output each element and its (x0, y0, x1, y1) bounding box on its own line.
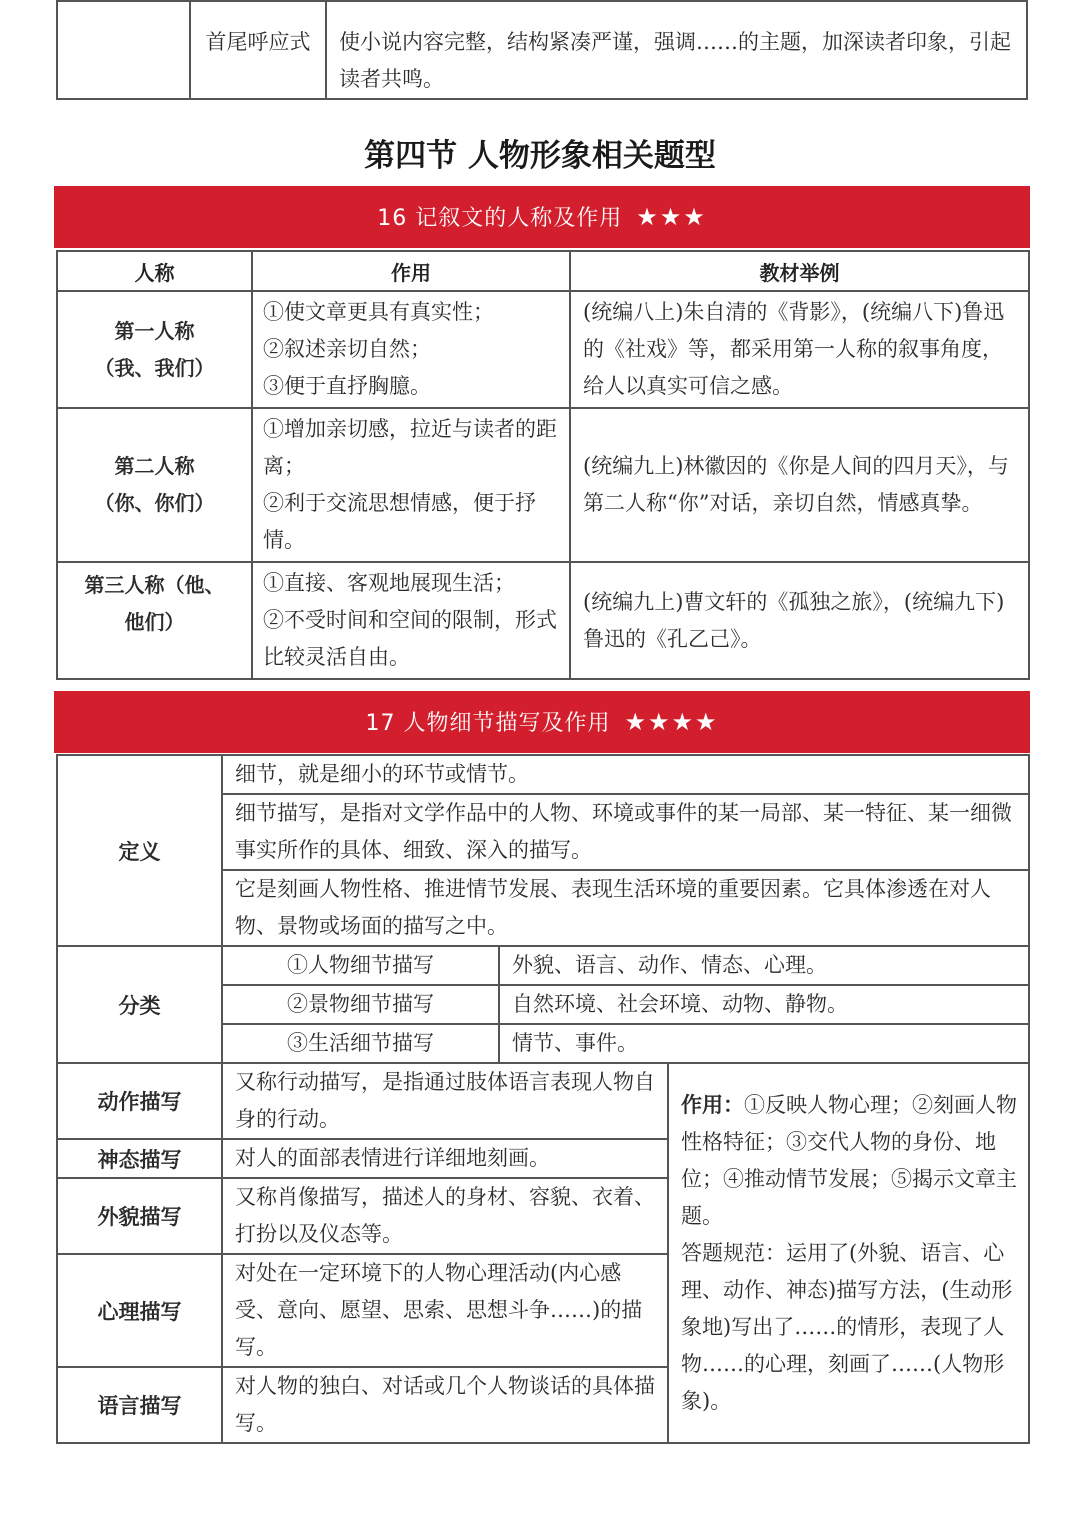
effect-item: ①使文章更具有真实性； (263, 300, 494, 324)
category-content: 情节、事件。 (499, 1024, 1029, 1063)
description-label: 语言描写 (57, 1367, 222, 1443)
effect-item: ②叙述亲切自然； (263, 337, 431, 361)
answer-text: 运用了(外貌、语言、心理、动作、神态)描写方法，(生动形象地)写出了……的情形，表现了人物……的心理，刻画了……(人物形象)。 (681, 1241, 1013, 1413)
person-cell (57, 408, 252, 562)
header-person: 人称 (57, 251, 252, 291)
structure-effect-cell: 使小说内容完整，结构紧凑严谨，强调……的主题，加深读者印象，引起读者共鸣。 (326, 1, 1027, 99)
category-name: ③生活细节描写 (222, 1024, 499, 1063)
description-label: 神态描写 (57, 1139, 222, 1178)
definition-label: 定义 (57, 755, 222, 946)
table-row (57, 946, 1029, 985)
example-cell: (统编八上)朱自清的《背影》，(统编八下)鲁迅的《社戏》等，都采用第一人称的叙事角度，给人以真实可信之感。 (570, 291, 1029, 408)
description-label: 外貌描写 (57, 1178, 222, 1254)
description-text: 对处在一定环境下的人物心理活动(内心感受、意向、愿望、思索、思想斗争……)的描写。 (222, 1254, 668, 1367)
person-sub-label: 他们） (124, 610, 185, 634)
category-name: ②景物细节描写 (222, 985, 499, 1024)
category-label: 分类 (57, 946, 222, 1063)
detail-description-table (56, 754, 1030, 1444)
answer-label: 答题规范： (681, 1241, 786, 1265)
effect-item: ②利于交流思想情感，便于抒情。 (263, 491, 536, 552)
person-cell (57, 291, 252, 408)
table-header-row (57, 251, 1029, 291)
effect-cell (252, 408, 570, 562)
category-content: 自然环境、社会环境、动物、静物。 (499, 985, 1029, 1024)
person-cell (57, 562, 252, 679)
effect-summary-cell (668, 1063, 1029, 1443)
definition-text: 细节，就是细小的环节或情节。 (222, 755, 1029, 794)
topic17-title: 17 人物细节描写及作用 (365, 711, 611, 736)
person-sub-label: （你、你们） (94, 491, 215, 515)
topic16-stars: ★★★ (636, 203, 707, 231)
structure-type-cell: 首尾呼应式 (190, 1, 326, 99)
category-content: 外貌、语言、动作、情态、心理。 (499, 946, 1029, 985)
topic16-title: 16 记叙文的人称及作用 (377, 206, 623, 231)
person-label: 第三人称（他、 (84, 573, 225, 597)
person-label: 第二人称 (114, 454, 195, 478)
description-label: 动作描写 (57, 1063, 222, 1139)
effect-item: ①增加亲切感，拉近与读者的距离； (263, 417, 557, 478)
header-example: 教材举例 (570, 251, 1029, 291)
description-label: 心理描写 (57, 1254, 222, 1367)
effect-item: ③便于直抒胸臆。 (263, 374, 431, 398)
empty-cell (57, 1, 190, 99)
table-row (57, 408, 1029, 562)
header-effect: 作用 (252, 251, 570, 291)
person-table (56, 250, 1030, 680)
definition-text: 它是刻画人物性格、推进情节发展、表现生活环境的重要因素。它具体渗透在对人物、景物或场面的描写之中。 (222, 870, 1029, 946)
table-row (57, 291, 1029, 408)
category-name: ①人物细节描写 (222, 946, 499, 985)
description-text: 对人的面部表情进行详细地刻画。 (222, 1139, 668, 1178)
person-label: 第一人称 (114, 318, 195, 343)
topic17-stars: ★★★★ (624, 708, 719, 736)
table-row (57, 755, 1029, 794)
previous-table-fragment (56, 0, 1028, 100)
example-cell: (统编九上)曹文轩的《孤独之旅》，(统编九下)鲁迅的《孔乙己》。 (570, 562, 1029, 679)
effect-text: ①反映人物心理；②刻画人物性格特征；③交代人物的身份、地位；④推动情节发展；⑤揭示文章主题。 (681, 1093, 1017, 1228)
description-text: 又称行动描写，是指通过肢体语言表现人物自身的行动。 (222, 1063, 668, 1139)
table-row (57, 1063, 1029, 1139)
definition-text: 细节描写，是指对文学作品中的人物、环境或事件的某一局部、某一特征、某一细微事实所作的具体、细致、深入的描写。 (222, 794, 1029, 870)
effect-cell (252, 291, 570, 408)
effect-item: ②不受时间和空间的限制，形式比较灵活自由。 (263, 608, 557, 669)
section-title: 第四节 人物形象相关题型 (364, 138, 716, 174)
table-row (57, 562, 1029, 679)
effect-cell (252, 562, 570, 679)
person-sub-label: （我、我们） (94, 355, 215, 380)
topic16-banner (54, 186, 1030, 248)
effect-item: ①直接、客观地展现生活； (263, 571, 515, 595)
effect-label: 作用： (681, 1092, 744, 1117)
topic17-banner (54, 691, 1030, 753)
example-cell: (统编九上)林徽因的《你是人间的四月天》，与第二人称“你”对话，亲切自然，情感真挚。 (570, 408, 1029, 562)
description-text: 对人物的独白、对话或几个人物谈话的具体描写。 (222, 1367, 668, 1443)
description-text: 又称肖像描写，描述人的身材、容貌、衣着、打扮以及仪态等。 (222, 1178, 668, 1254)
